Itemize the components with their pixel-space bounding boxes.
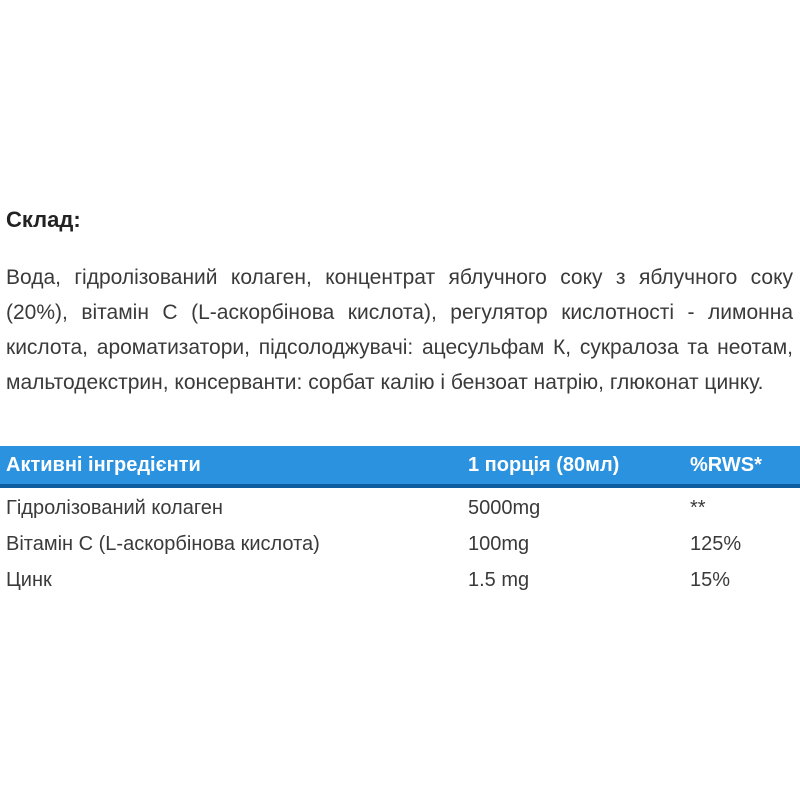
ingredient-rws: **	[690, 497, 706, 519]
ingredient-rws: 125%	[690, 533, 742, 555]
column-header-rws: %RWS*	[690, 454, 762, 476]
ingredients-table	[0, 446, 800, 598]
ingredient-serving: 1.5 mg	[468, 569, 530, 591]
table-row	[0, 486, 800, 526]
ingredient-name: Вітамін C (L-аскорбінова кислота)	[6, 533, 320, 555]
composition-text: Вода, гідролізований колаген, концентрат яблучного соку з яблучного соку (20%), вітамін С (L-аскорбінова кислота), регулятор кислотності - лимонна кислота, ароматизатори, підсолоджувачі: ацесульфам К, сукралоза та неотам, мальтодекстрин, консерванти: сорбат калію і бензоат натрію, глюконат цинку.	[6, 266, 793, 394]
table-row	[0, 526, 800, 562]
ingredient-rws: 15%	[690, 569, 731, 591]
table-row	[0, 562, 800, 598]
ingredient-serving: 100mg	[468, 533, 530, 555]
composition-heading: Склад:	[6, 207, 81, 232]
column-header-active-ingredients: Активні інгредієнти	[6, 454, 201, 476]
ingredient-serving: 5000mg	[468, 497, 541, 519]
ingredient-name: Гідролізований колаген	[6, 497, 223, 519]
ingredient-name: Цинк	[6, 569, 52, 591]
column-header-serving: 1 порція (80мл)	[468, 454, 620, 476]
table-header-row	[0, 446, 800, 486]
